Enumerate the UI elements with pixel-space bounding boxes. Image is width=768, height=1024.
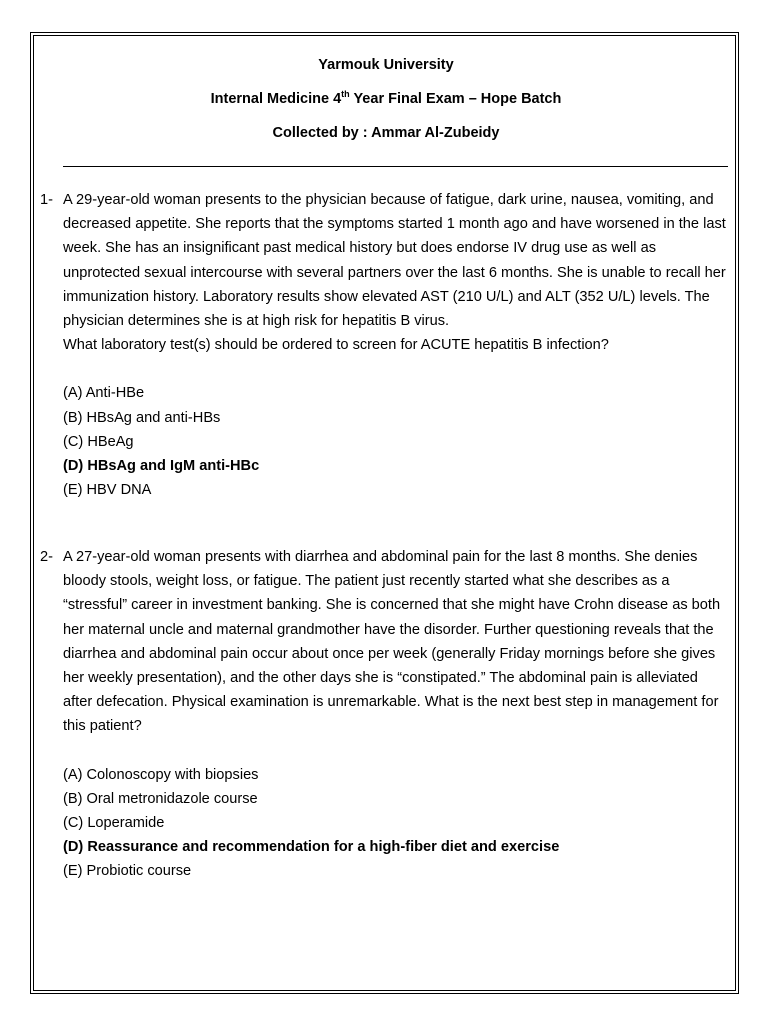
question-ask: What laboratory test(s) should be ordered to screen for ACUTE hepatitis B infection? [63, 337, 609, 354]
collected-by: Collected by : Ammar Al-Zubeidy [272, 125, 500, 141]
question-stem: A 27-year-old woman presents with diarrhea and abdominal pain for the last 8 months. She denies bloody stools, weight loss, or fatigue. The patient just recently started what she describes as a “stressful” career in investment banking. She is concerned that she might have Crohn disease as both her maternal uncle and maternal grandmother have the disorder. Further questioning reveals that the diarrhea and abdominal pain occur about once per week (generally Friday mornings before she gives her weekly presentation), and the other days she is “constipated.” The abdominal pain is alleviated after defecation. Physical examination is unremarkable. What is the next best step in management for this patient? [63, 549, 721, 735]
answer-option-e: (E) HBV DNA [63, 482, 152, 499]
exam-title-pre: Internal Medicine 4 [210, 91, 342, 107]
university-title: Yarmouk University [318, 57, 454, 73]
exam-title-post: Year Final Exam – Hope Batch [349, 91, 562, 107]
answer-option-b: (B) HBsAg and anti-HBs [63, 409, 221, 426]
question-2 [40, 545, 730, 884]
question-body [63, 545, 730, 884]
answer-option-d-correct: (D) HBsAg and IgM anti-HBc [63, 458, 260, 475]
question-stem: A 29-year-old woman presents to the physician because of fatigue, dark urine, nausea, vomiting, and decreased appetite. She reports that the symptoms started 1 month ago and have worsened in the last week. She has an insignificant past medical history but does endorse IV drug use as well as unprotected sexual intercourse with several partners over the last 6 months. She is unable to recall her immunization history. Laboratory results show elevated AST (210 U/L) and ALT (352 U/L) levels. The physician determines she is at high risk for hepatitis B virus. [63, 192, 726, 330]
question-number: 2- [40, 549, 53, 565]
question-1 [40, 188, 730, 502]
answer-options [63, 763, 730, 884]
header-divider [63, 166, 728, 167]
question-number: 1- [40, 192, 53, 208]
answer-option-e: (E) Probiotic course [63, 863, 192, 880]
answer-option-a: (A) Colonoscopy with biopsies [63, 766, 259, 783]
exam-title-sup: th [341, 89, 350, 100]
answer-option-d-correct: (D) Reassurance and recommendation for a high-fiber diet and exercise [63, 839, 560, 856]
exam-title [36, 91, 736, 107]
answer-option-c: (C) Loperamide [63, 815, 165, 832]
answer-option-a: (A) Anti-HBe [63, 385, 145, 402]
answer-option-b: (B) Oral metronidazole course [63, 790, 258, 807]
answer-options [63, 381, 730, 502]
answer-option-c: (C) HBeAg [63, 433, 134, 450]
question-body [63, 188, 730, 502]
